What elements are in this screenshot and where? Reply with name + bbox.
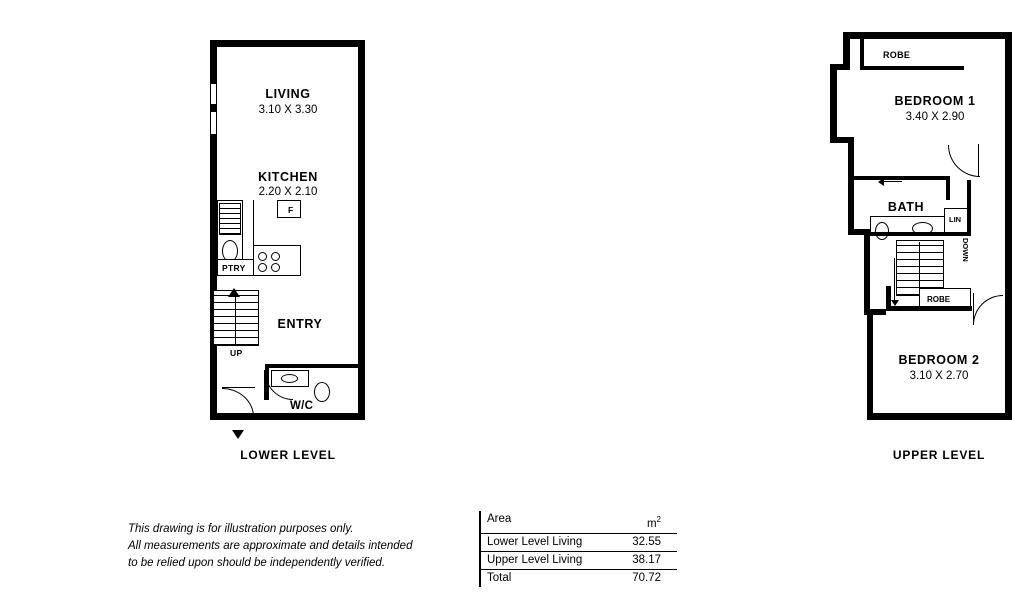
front-door-leaf (222, 387, 255, 388)
area-row-value-upper: 38.17 (632, 553, 661, 566)
area-table-header-row (481, 511, 677, 534)
room-label-kitchen: KITCHEN (258, 170, 318, 184)
room-dim-kitchen: 2.20 X 2.10 (258, 186, 318, 198)
room-dim-bedroom1: 3.40 X 2.90 (905, 111, 965, 123)
bath-wall-right-upper (946, 176, 950, 200)
bath-wall-bottom (866, 232, 971, 236)
robe-top-label: ROBE (883, 50, 911, 60)
area-table-header-label: Area (487, 513, 512, 525)
window-living-lower (210, 112, 217, 134)
disclaimer-text (128, 521, 458, 572)
stair-up-label: UP (230, 348, 243, 358)
area-row-label-upper: Upper Level Living (487, 553, 583, 566)
upper-wall-bottom (867, 413, 1012, 420)
upper-wall-top (843, 32, 1012, 39)
room-label-bedroom2: BEDROOM 2 (898, 353, 980, 367)
bedroom2-door-leaf (973, 293, 974, 325)
linen-label: LIN (949, 215, 962, 224)
hall-wall-right (967, 180, 971, 236)
window-living-upper (210, 84, 217, 104)
bath-wall-top (854, 176, 950, 180)
lower-level-plan (0, 0, 400, 500)
upper-stair-nosing (919, 242, 920, 294)
room-dim-bedroom2: 3.10 X 2.70 (909, 370, 969, 382)
room-label-bath: BATH (887, 200, 925, 214)
area-table (479, 511, 677, 587)
upper-wall-left-mid2 (848, 137, 854, 235)
hotplate-2 (271, 252, 280, 261)
disclaimer-line-1: This drawing is for illustration purposes only. (128, 523, 354, 535)
area-total-value: 70.72 (632, 571, 661, 584)
pantry-label: PTRY (222, 263, 246, 273)
table-row (481, 552, 677, 570)
lower-wall-top (210, 40, 365, 47)
disclaimer-line-3: to be relied upon should be independently verified. (128, 557, 386, 569)
robe-mid-label: ROBE (927, 295, 951, 304)
wc-wall-top (265, 364, 358, 368)
room-label-entry: ENTRY (277, 317, 323, 331)
table-row (481, 534, 677, 552)
wc-door-leaf (264, 370, 265, 400)
bedroom2-door-arc-icon (973, 295, 1003, 325)
hotplate-4 (271, 263, 280, 272)
room-label-bedroom1: BEDROOM 1 (894, 94, 976, 108)
robe-top-wall-left (860, 39, 864, 70)
stair-up-arrow-icon (228, 288, 240, 297)
entry-direction-marker-icon (232, 430, 244, 439)
upper-wall-left-low (864, 229, 870, 315)
room-dim-living: 3.10 X 3.30 (258, 104, 318, 116)
robe-top-wall (860, 66, 964, 70)
area-row-value-lower: 32.55 (632, 535, 661, 548)
bedroom1-door-leaf (978, 144, 979, 177)
table-row-total (481, 570, 677, 587)
robe-mid-wall (886, 306, 972, 311)
area-table-header-unit (647, 512, 673, 532)
bedroom1-door-arc-icon (948, 145, 980, 177)
upper-wall-left-bottom (867, 309, 873, 420)
kitchen-divider-line (253, 200, 254, 245)
room-label-living: LIVING (265, 87, 311, 101)
stair-down-label: DOWN (961, 238, 970, 262)
bath-toilet-icon (875, 222, 889, 240)
cooktop-icon (219, 203, 241, 235)
upper-level-plan (400, 0, 986, 500)
hotplate-1 (258, 252, 267, 261)
area-unit-superscript: 2 (656, 515, 661, 524)
stair-down-arrow-stem (894, 258, 895, 302)
area-total-label: Total (487, 571, 512, 584)
upper-wall-right (1005, 32, 1012, 420)
lower-level-title: LOWER LEVEL (240, 448, 336, 462)
upper-wall-left-mid (830, 64, 837, 142)
disclaimer-line-2: All measurements are approximate and details intended (128, 540, 413, 552)
hotplate-3 (258, 263, 267, 272)
bath-door-arrow-stem (884, 181, 902, 182)
front-door-arc-icon (222, 388, 254, 417)
upper-level-title: UPPER LEVEL (892, 448, 986, 462)
lower-wall-right (358, 40, 365, 420)
stair-nosing-line (235, 292, 236, 344)
fridge-label: F (288, 205, 294, 215)
wc-door-arc-icon (265, 372, 293, 400)
wc-toilet-icon (314, 382, 330, 402)
area-unit-text: m (646, 517, 657, 530)
area-row-label-lower: Lower Level Living (487, 535, 583, 548)
robe-mid-wall-left (886, 286, 891, 311)
wc-label: W/C (290, 400, 314, 412)
